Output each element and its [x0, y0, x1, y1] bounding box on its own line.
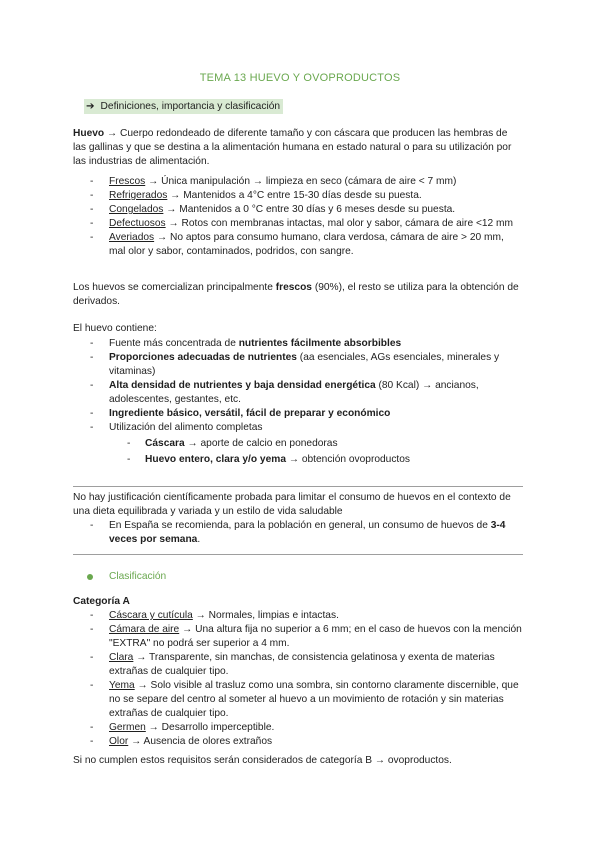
category-section — [73, 595, 523, 749]
sub-list-item: - Huevo entero, clara y/o yema → obtención ovoproductos — [73, 453, 523, 467]
list-item: - Olor → Ausencia de olores extraños — [73, 735, 523, 749]
box-top-rule — [73, 486, 523, 487]
list-item: - Congelados → Mantenidos a 0 °C entre 30 días y 6 meses desde su puesta. — [73, 203, 523, 217]
list-item: - Alta densidad de nutrientes y baja densidad energética (80 Kcal) → ancianos, adolescentes, gestantes, etc. — [73, 379, 523, 407]
list-item: - Averiados → No aptos para consumo humano, clara verdosa, cámara de aire > 20 mm, mal olor y sabor, contaminados, podridos, con sangre. — [73, 231, 523, 259]
list-item: - Clara → Transparente, sin manchas, de consistencia gelatinosa y exenta de materias extrañas de cualquier tipo. — [73, 651, 523, 679]
list-item: - Ingrediente básico, versátil, fácil de preparar y económico — [73, 407, 523, 421]
definition-text: → Cuerpo redondeado de diferente tamaño y con cáscara que producen las hembras de las gallinas y que se destina a la alimentación humana en estado natural o para su utilización por las industrias de alimentación. — [73, 128, 512, 167]
list-item: - Frescos → Única manipulación → limpieza en seco (cámara de aire < 7 mm) — [73, 175, 523, 189]
list-item: - Defectuosos → Rotos con membranas intactas, mal olor y sabor, cámara de aire <12 mm — [73, 217, 523, 231]
section-heading-classification: Clasificación — [109, 571, 167, 582]
definition-paragraph — [73, 127, 523, 169]
bullet-dot-icon — [87, 574, 93, 580]
contains-intro: El huevo contiene: — [73, 323, 157, 334]
box-bottom-rule — [73, 554, 523, 555]
list-item: - Cámara de aire → Una altura fija no superior a 6 mm; en el caso de huevos con la mención "EXTRA" no podrá ser superior a 4 mm. — [73, 623, 523, 651]
contains-section — [73, 322, 523, 467]
list-item: - En España se recomienda, para la población en general, un consumo de huevos de 3-4 veces por semana. — [73, 519, 523, 547]
list-item: - Refrigerados → Mantenidos a 4°C entre 15-30 días desde su puesta. — [73, 189, 523, 203]
category-title: Categoría A — [73, 596, 130, 607]
section-heading-label: Definiciones, importancia y clasificación — [100, 101, 281, 112]
definition-term: Huevo — [73, 128, 105, 139]
list-item: - Fuente más concentrada de nutrientes fácilmente absorbibles — [73, 337, 523, 351]
egg-types-list — [73, 175, 523, 259]
list-item: - Proporciones adecuadas de nutrientes (aa esenciales, AGs esenciales, minerales y vitaminas) — [73, 351, 523, 379]
page-title: TEMA 13 HUEVO Y OVOPRODUCTOS — [199, 72, 401, 84]
list-item: - Utilización del alimento completas — [73, 421, 523, 435]
recommendation-text: No hay justificación científicamente probada para limitar el consumo de huevos en el contexto de una dieta equilibrada y variada y un estilo de vida saludable — [73, 492, 511, 517]
recommendation-box — [73, 491, 523, 547]
category-footer: Si no cumplen estos requisitos serán considerados de categoría B → ovoproductos. — [73, 755, 452, 766]
commercial-paragraph: Los huevos se comercializan principalmente frescos (90%), el resto se utiliza para la obtención de derivados. — [73, 282, 519, 307]
list-item: - Cáscara y cutícula → Normales, limpias e intactas. — [73, 609, 523, 623]
list-item: - Germen → Desarrollo imperceptible. — [73, 721, 523, 735]
sub-list-item: - Cáscara → aporte de calcio en ponedoras — [73, 437, 523, 451]
section-heading-definitions — [84, 99, 283, 114]
list-item: - Yema → Solo visible al trasluz como una sombra, sin contorno claramente discernible, que no se separe del centro al someter al huevo a un movimiento de rotación y sin materias extrañas de cualquier tipo. — [73, 679, 523, 721]
arrow-right-icon: ➔ — [86, 101, 95, 112]
